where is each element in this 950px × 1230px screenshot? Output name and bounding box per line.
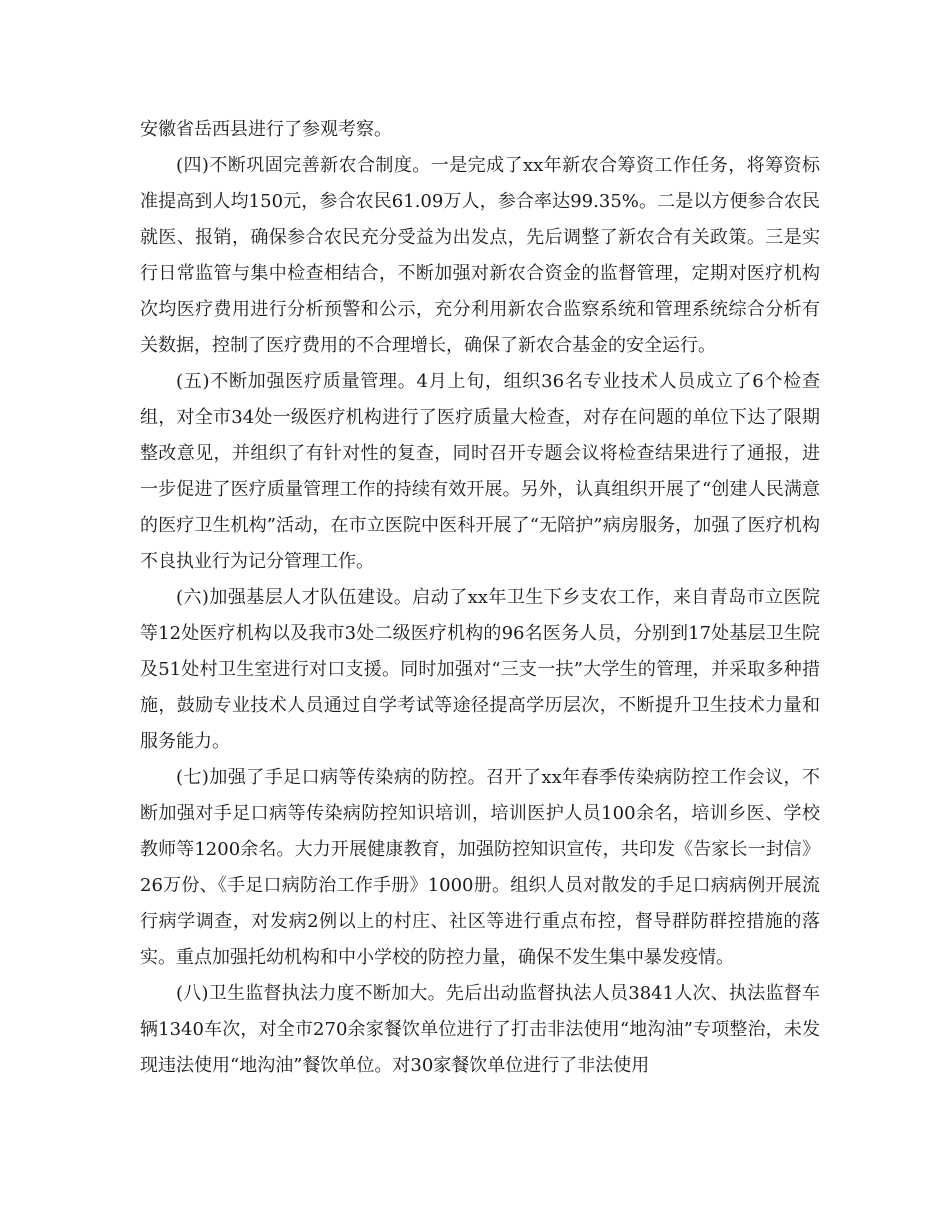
document-body: [140, 112, 820, 1084]
paragraph-continuation: 安徽省岳西县进行了参观考察。: [140, 119, 392, 140]
paragraph-section-6: (六)加强基层人才队伍建设。启动了xx年卫生下乡支农工作，来自青岛市立医院等12处医疗机构以及我市3处二级医疗机构的96名医务人员，分别到17处基层卫生院及51处村卫生室进行对口支援。同时加强对“三支一扶”大学生的管理，并采取多种措施，鼓励专业技术人员通过自学考试等途径提高学历层次，不断提升卫生技术力量和服务能力。: [140, 587, 820, 752]
paragraph-section-4: (四)不断巩固完善新农合制度。一是完成了xx年新农合筹资工作任务，将筹资标准提高到人均150元，参合农民61.09万人，参合率达99.35%。二是以方便参合农民就医、报销，确保参合农民充分受益为出发点，先后调整了新农合有关政策。三是实行日常监管与集中检查相结合，不断加强对新农合资金的监督管理，定期对医疗机构次均医疗费用进行分析预警和公示，充分利用新农合监察系统和管理系统综合分析有关数据，控制了医疗费用的不合理增长，确保了新农合基金的安全运行。: [140, 155, 820, 356]
paragraph-section-5: (五)不断加强医疗质量管理。4月上旬，组织36名专业技术人员成立了6个检查组，对全市34处一级医疗机构进行了医疗质量大检查，对存在问题的单位下达了限期整改意见，并组织了有针对性的复查，同时召开专题会议将检查结果进行了通报，进一步促进了医疗质量管理工作的持续有效开展。另外，认真组织开展了“创建人民满意的医疗卫生机构”活动，在市立医院中医科开展了“无陪护”病房服务，加强了医疗机构不良执业行为记分管理工作。: [140, 371, 820, 572]
paragraph-section-8: (八)卫生监督执法力度不断加大。先后出动监督执法人员3841人次、执法监督车辆1340车次，对全市270余家餐饮单位进行了打击非法使用“地沟油”专项整治，未发现违法使用“地沟油”餐饮单位。对30家餐饮单位进行了非法使用: [140, 983, 820, 1076]
paragraph-section-7: (七)加强了手足口病等传染病的防控。召开了xx年春季传染病防控工作会议，不断加强对手足口病等传染病防控知识培训，培训医护人员100余名，培训乡医、学校教师等1200余名。大力开展健康教育，加强防控知识宣传，共印发《告家长一封信》26万份、《手足口病防治工作手册》1000册。组织人员对散发的手足口病病例开展流行病学调查，对发病2例以上的村庄、社区等进行重点布控，督导群防群控措施的落实。重点加强托幼机构和中小学校的防控力量，确保不发生集中暴发疫情。: [140, 767, 820, 968]
